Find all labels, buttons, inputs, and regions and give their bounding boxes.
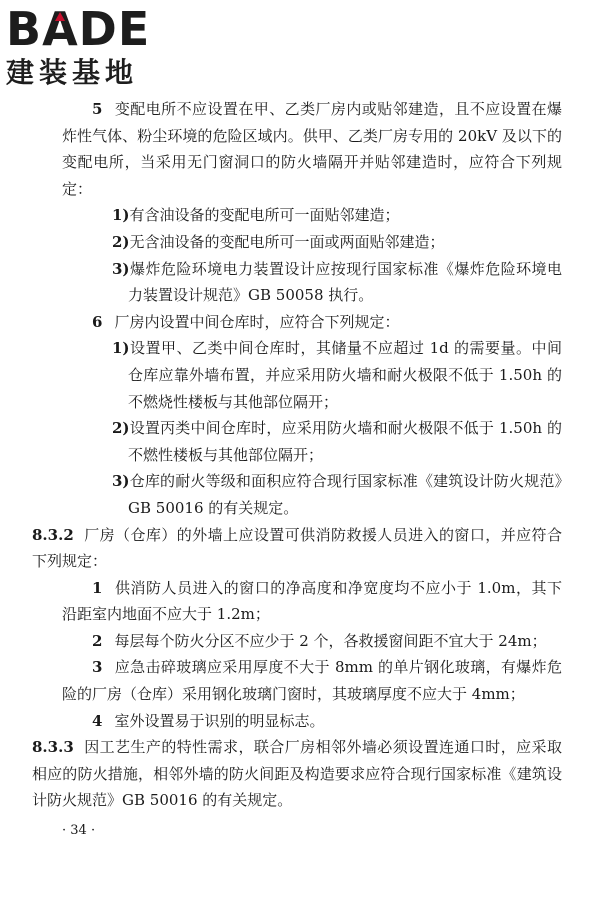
clause-item: 5 变配电所不应设置在甲、乙类厂房内或贴邻建造，且不应设置在爆炸性气体、粉尘环境的危险区域内。供甲、乙类厂房专用的 20kV 及以下的变配电所，当采用无门窗洞口的防火墙隔开并贴邻建造时，应符合下列规定： bbox=[62, 100, 562, 198]
sub-clause: 2)无含油设备的变配电所可一面或两面贴邻建造； bbox=[112, 232, 445, 251]
page-number: · 34 · bbox=[62, 823, 96, 838]
clause-item: 4 室外设置易于识别的明显标志。 bbox=[92, 711, 325, 730]
section-clause: 8.3.3 因工艺生产的特性需求，联合厂房相邻外墙必须设置连通口时，应采取相应的防火措施，相邻外墙的防火间距及构造要求应符合现行国家标准《建筑设计防火规范》GB 50016 的有关规定。 bbox=[32, 738, 562, 810]
clause-item: 2 每层每个防火分区不应少于 2 个，各救援窗间距不宜大于 24m； bbox=[92, 631, 547, 650]
logo-letter-a: A bbox=[42, 2, 79, 56]
clause-item: 6 厂房内设置中间仓库时，应符合下列规定： bbox=[92, 312, 400, 331]
logo-wordmark: BADE bbox=[6, 2, 151, 56]
clause-item: 1 供消防人员进入的窗口的净高度和净宽度均不应小于 1.0m，其下沿距室内地面不应大于 1.2m； bbox=[62, 578, 562, 624]
sub-clause: 1)有含油设备的变配电所可一面贴邻建造； bbox=[112, 206, 400, 225]
sub-clause: 2)设置丙类中间仓库时，应采用防火墙和耐火极限不低于 1.50h 的不燃性楼板与其他部位隔开； bbox=[112, 419, 562, 464]
sub-clause: 3)爆炸危险环境电力装置设计应按现行国家标准《爆炸危险环境电力装置设计规范》GB 50058 执行。 bbox=[112, 259, 562, 305]
sub-clause: 1)设置甲、乙类中间仓库时，其储量不应超过 1d 的需要量。中间仓库应靠外墙布置，并应采用防火墙和耐火极限不低于 1.50h 的不燃烧性楼板与其他部位隔开； bbox=[112, 339, 562, 411]
document-body bbox=[32, 96, 562, 814]
logo-subtitle: 建装基地 bbox=[6, 56, 139, 89]
brand-logo bbox=[6, 4, 176, 90]
sub-clause: 3)仓库的耐火等级和面积应符合现行国家标准《建筑设计防火规范》GB 50016 的有关规定。 bbox=[112, 472, 562, 517]
clause-item: 3 应急击碎玻璃应采用厚度不大于 8mm 的单片钢化玻璃，有爆炸危险的厂房（仓库）采用钢化玻璃门窗时，其玻璃厚度不应大于 4mm； bbox=[62, 658, 562, 704]
section-clause: 8.3.2 厂房（仓库）的外墙上应设置可供消防救援人员进入的窗口，并应符合下列规定： bbox=[32, 525, 562, 571]
